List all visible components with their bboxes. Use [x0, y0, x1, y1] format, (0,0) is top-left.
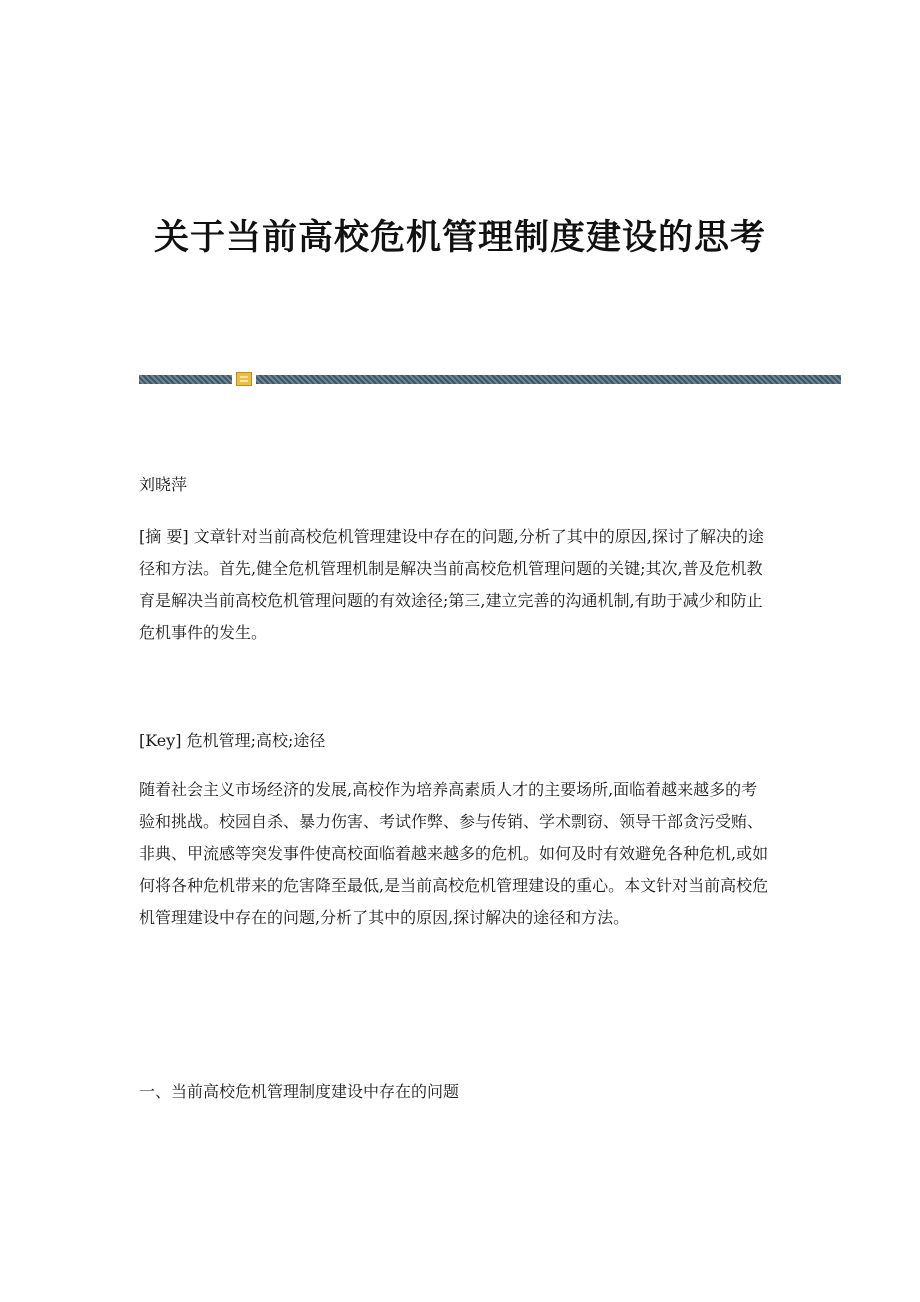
document-title: 关于当前高校危机管理制度建设的思考: [153, 217, 766, 258]
intro-paragraph: 随着社会主义市场经济的发展,高校作为培养高素质人才的主要场所,面临着越来越多的考验和挑战。校园自杀、暴力伤害、考试作弊、参与传销、学术剽窃、领导干部贪污受贿、非典、甲流感等突发事件使高校面临着越来越多的危机。如何及时有效避免各种危机,或如何将各种危机带来的危害降至最低,是当前高校危机管理建设的重心。本文针对当前高校危机管理建设中存在的问题,分析了其中的原因,探讨解决的途径和方法。: [139, 780, 769, 927]
section-heading: 一、当前高校危机管理制度建设中存在的问题: [139, 1082, 460, 1101]
keywords-line: [Key] 危机管理;高校;途径: [139, 731, 326, 750]
author-name: 刘晓萍: [139, 475, 188, 494]
divider-ornament-icon: [236, 372, 252, 386]
title-divider-left: [139, 375, 232, 384]
abstract-paragraph: [摘 要] 文章针对当前高校危机管理建设中存在的问题,分析了其中的原因,探讨了解决的途径和方法。首先,健全危机管理机制是解决当前高校危机管理问题的关键;其次,普及危机教育是解决当前高校危机管理问题的有效途径;第三,建立完善的沟通机制,有助于减少和防止危机事件的发生。: [139, 527, 764, 642]
title-divider-right: [256, 375, 841, 384]
